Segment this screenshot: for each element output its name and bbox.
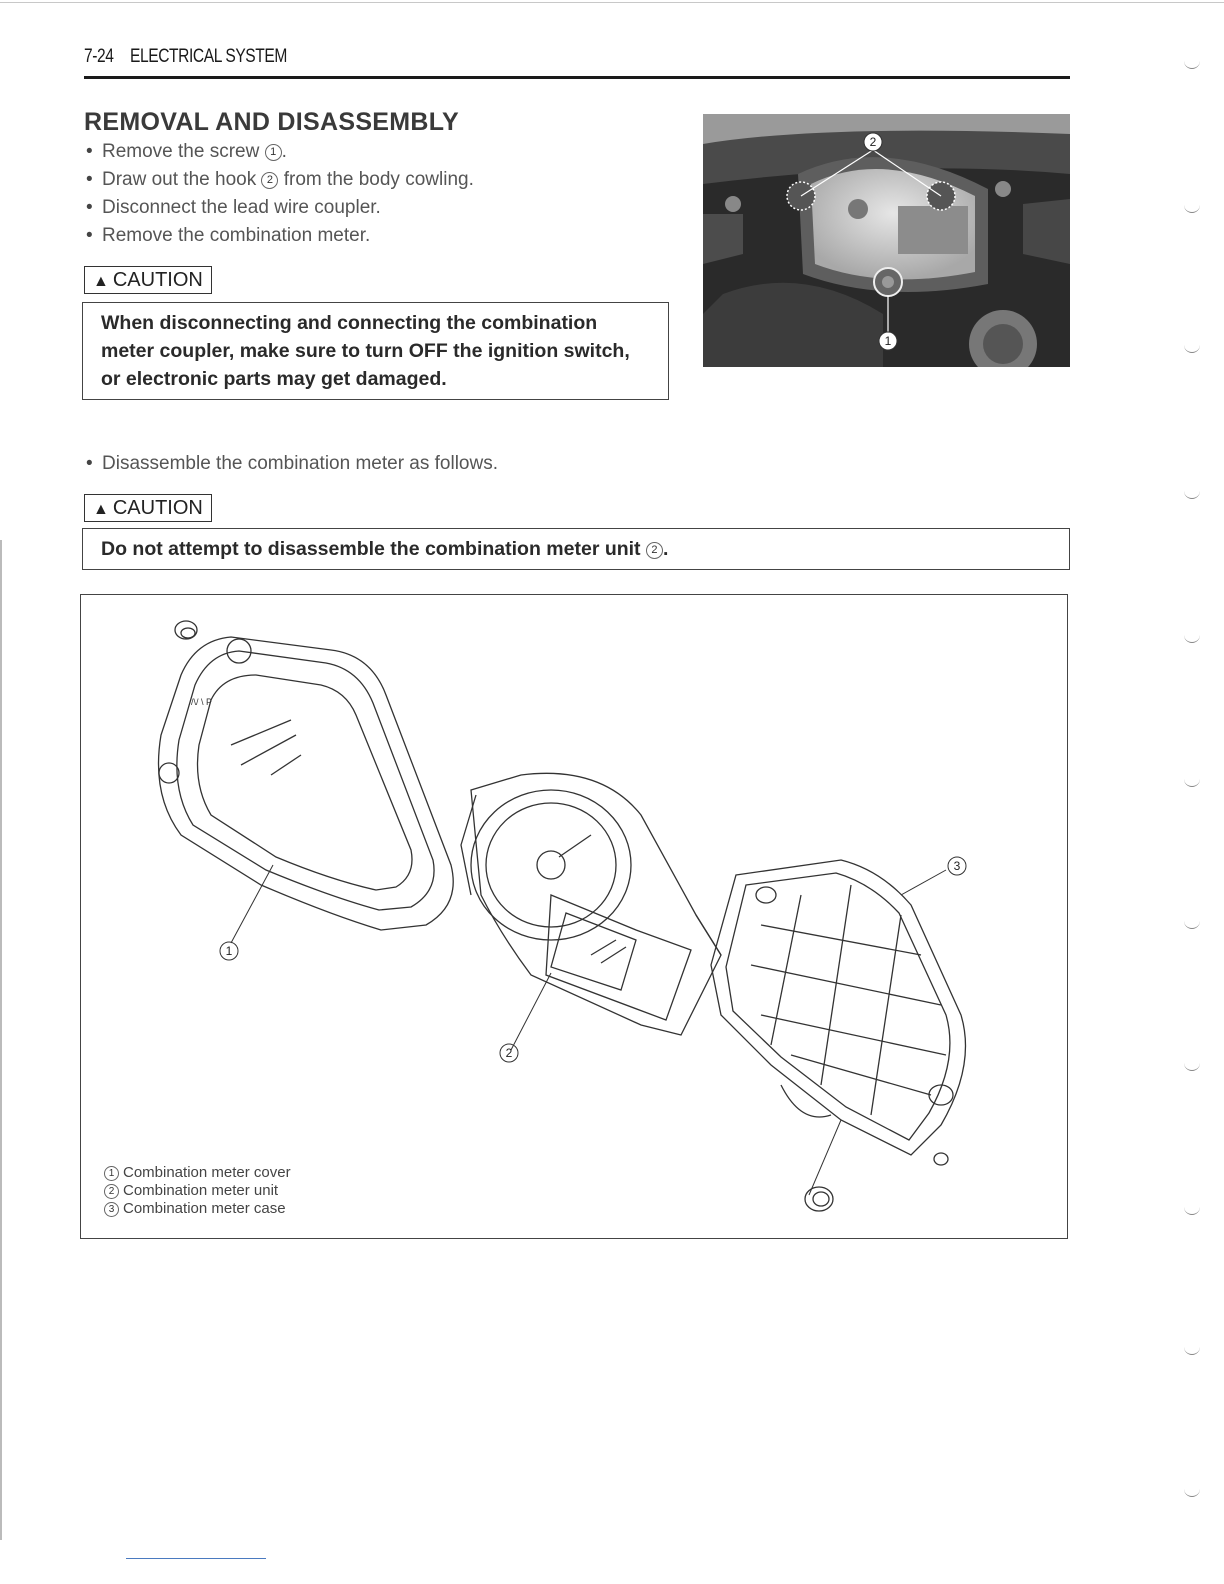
- footer-link-line: [126, 1558, 266, 1559]
- meter-exploded-drawing: [81, 595, 1066, 1237]
- binder-mark: [1184, 778, 1200, 787]
- meter-case-part: [711, 860, 966, 1155]
- step-draw-out-hook: • Draw out the hook 2 from the body cowling.: [86, 166, 474, 194]
- warning-triangle-icon: ▲: [93, 273, 109, 290]
- binder-mark: [1184, 920, 1200, 929]
- legend-item: 2 Combination meter unit: [104, 1182, 291, 1200]
- case-screw: [934, 1153, 948, 1165]
- step-remove-screw: • Remove the screw 1 .: [86, 138, 474, 166]
- binder-mark: [1184, 344, 1200, 353]
- meter-unit-part: [461, 773, 721, 1035]
- binder-mark: [1184, 1346, 1200, 1355]
- section-name: ELECTRICAL SYSTEM: [130, 46, 288, 67]
- meter-cover-part: [159, 637, 454, 930]
- caution-tag-1: ▲ CAUTION: [84, 266, 212, 294]
- warning-triangle-icon: ▲: [93, 501, 109, 518]
- diagram-callout-3: 3: [953, 859, 961, 873]
- section-title: REMOVAL AND DISASSEMBLY: [84, 108, 460, 136]
- binder-mark: [1184, 1062, 1200, 1071]
- binder-mark: [1184, 60, 1200, 69]
- legend-item: 1 Combination meter cover: [104, 1164, 291, 1182]
- photo-illustration: [703, 114, 1070, 367]
- diagram-callout-2: 2: [505, 1046, 513, 1060]
- diagram-legend: [104, 1164, 291, 1218]
- removal-steps: [86, 138, 474, 250]
- diagram-callout-1: 1: [225, 944, 233, 958]
- step-remove-meter: • Remove the combination meter.: [86, 222, 474, 250]
- step-disconnect-coupler: • Disconnect the lead wire coupler.: [86, 194, 474, 222]
- caution-box-1: When disconnecting and connecting the combination meter coupler, make sure to turn OFF the ignition switch, or electronic parts may get damaged.: [82, 302, 669, 400]
- photo-callout-1: 1: [884, 334, 892, 348]
- step-disassemble-meter: • Disassemble the combination meter as follows.: [86, 450, 498, 478]
- disassembly-steps: [86, 450, 498, 478]
- binder-mark: [1184, 490, 1200, 499]
- page-number: 7-24: [84, 46, 114, 67]
- svg-text:/\/ \ P: /\/ \ P: [191, 697, 213, 707]
- binder-mark: [1184, 634, 1200, 643]
- legend-item: 3 Combination meter case: [104, 1200, 291, 1218]
- binder-mark: [1184, 1488, 1200, 1497]
- photo-meter-installed: [703, 114, 1070, 367]
- photo-callout-2: 2: [869, 135, 877, 149]
- binder-mark: [1184, 1206, 1200, 1215]
- binder-mark: [1184, 204, 1200, 213]
- caution-box-2: Do not attempt to disassemble the combination meter unit 2 .: [82, 528, 1070, 570]
- scan-edge-shadow: [0, 540, 2, 1540]
- caution-tag-2: ▲ CAUTION: [84, 494, 212, 522]
- exploded-view-diagram: [80, 594, 1068, 1239]
- top-border-rule: [0, 2, 1224, 3]
- page-header: [84, 46, 1070, 79]
